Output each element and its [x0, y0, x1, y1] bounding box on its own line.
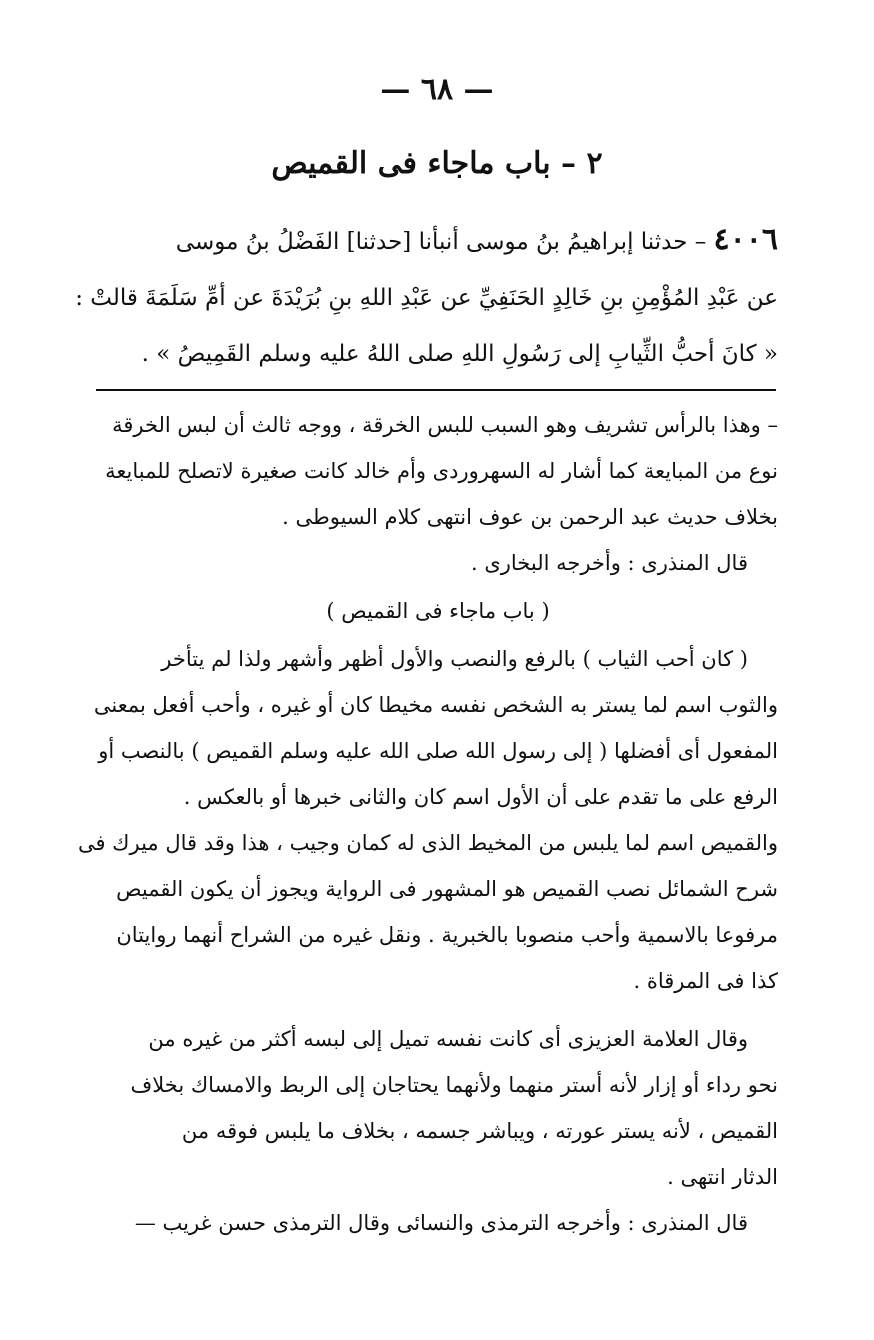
commentary-line: بخلاف حديث عبد الرحمن بن عوف انتهى كلام السيوطى .	[282, 505, 778, 529]
chapter-title: ٢ – باب ماجاء فى القميص	[271, 146, 603, 181]
commentary-line: – وهذا بالرأس تشريف وهو السبب للبس الخرقة ، ووجه ثالث أن لبس الخرقة	[112, 413, 778, 437]
hadith-line: « كانَ أحبُّ الثِّيابِ إلى رَسُولِ اللهِ صلى اللهُ عليه وسلم القَمِيصُ » .	[141, 341, 778, 367]
commentary-line: كذا فى المرقاة .	[633, 969, 778, 993]
hadith-number: ٤٠٠٦	[713, 222, 778, 257]
commentary-sub-title: ( باب ماجاء فى القميص )	[326, 599, 550, 623]
commentary-line: نحو رداء أو إزار لأنه أستر منهما ولأنهما يحتاجان إلى الربط والامساك بخلاف	[130, 1073, 778, 1097]
hadith-line	[98, 212, 778, 270]
commentary-line: نوع من المبايعة كما أشار له السهروردى وأم خالد كانت صغيرة لاتصلح للمبايعة	[105, 459, 778, 483]
commentary-line: والقميص اسم لما يلبس من المخيط الذى له كمان وجيب ، هذا وقد قال ميرك فى	[77, 831, 778, 855]
commentary-line: والثوب اسم لما يستر به الشخص نفسه مخيطا كان أو غيره ، وأحب أفعل بمعنى	[93, 693, 778, 717]
mundhiri-note: قال المنذرى : وأخرجه الترمذى والنسائى وقال الترمذى حسن غريب —	[134, 1211, 748, 1235]
commentary-line: ( كان أحب الثياب ) بالرفع والنصب والأول أظهر وأشهر ولذا لم يتأخر	[161, 647, 748, 671]
commentary-line: شرح الشمائل نصب القميص هو المشهور فى الرواية ويجوز أن يكون القميص	[116, 877, 778, 901]
hadith-line: عن عَبْدِ المُؤْمِنِ بنِ خَالِدٍ الحَنَفِيِّ عن عَبْدِ اللهِ بنِ بُرَيْدَةَ عن أمِّ سَلَمَةَ قالتْ :	[75, 285, 778, 311]
commentary-line: مرفوعا بالاسمية وأحب منصوبا بالخبرية . ونقل غيره من الشراح أنهما روايتان	[116, 923, 778, 947]
hadith-line-text: – حدثنا إبراهيمُ بنُ موسى أنبأنا [حدثنا] الفَضْلُ بنُ موسى	[175, 229, 707, 255]
page-number: — ٦٨ —	[380, 72, 494, 107]
paragraph-gap	[98, 1004, 778, 1016]
commentary-line: الرفع على ما تقدم على أن الأول اسم كان والثانى خبرها أو بالعكس .	[183, 785, 778, 809]
footnote-divider	[96, 389, 776, 391]
commentary-line: المفعول أى أفضلها ( إلى رسول الله صلى الله عليه وسلم القميص ) بالنصب أو	[98, 739, 778, 763]
commentary-line: وقال العلامة العزيزى أى كانت نفسه تميل إلى لبسه أكثر من غيره من	[148, 1027, 748, 1051]
commentary-line: القميص ، لأنه يستر عورته ، ويباشر جسمه ، بخلاف ما يلبس فوقه من	[181, 1119, 778, 1143]
hadith-text	[75, 212, 778, 382]
commentary-line: الدثار انتهى .	[667, 1165, 778, 1189]
commentary-text	[77, 402, 778, 1246]
mundhiri-note: قال المنذرى : وأخرجه البخارى .	[470, 551, 748, 575]
